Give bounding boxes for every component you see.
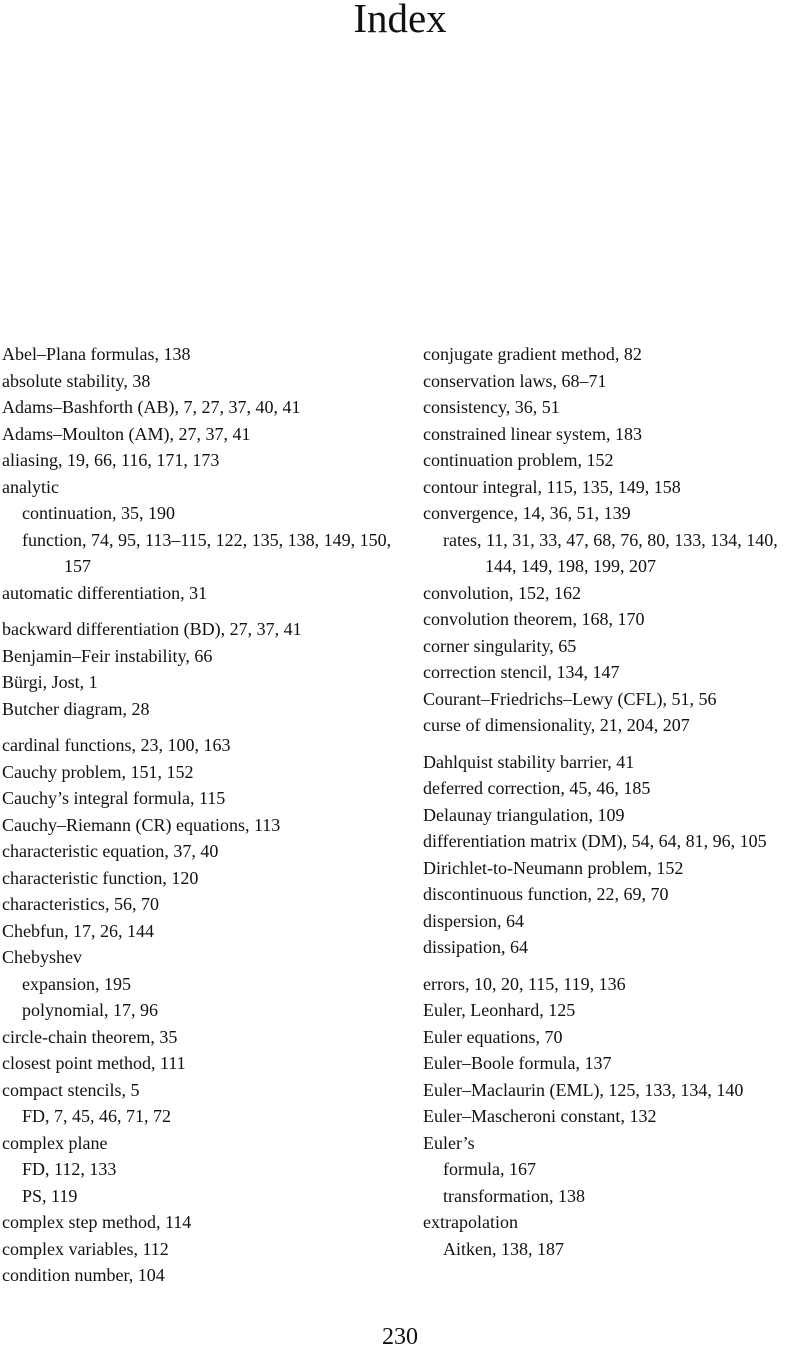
index-entry: Delaunay triangulation, 109	[423, 804, 625, 825]
index-entry: curse of dimensionality, 21, 204, 207	[423, 715, 690, 735]
index-subentry: rates, 11, 31, 33, 47, 68, 76, 80, 133, 134, 140, 144, 149, 198, 199, 207	[443, 529, 778, 576]
index-entry: automatic differentiation, 31	[2, 582, 208, 603]
index-entry: Courant–Friedrichs–Lewy (CFL), 51, 56	[423, 688, 717, 709]
index-entry: Dirichlet-to-Neumann problem, 152	[423, 857, 684, 878]
index-subentry: formula, 167	[443, 1159, 536, 1179]
index-entry: circle-chain theorem, 35	[2, 1026, 178, 1047]
index-entry: Butcher diagram, 28	[2, 698, 150, 719]
index-entry: Adams–Moulton (AM), 27, 37, 41	[2, 423, 251, 444]
index-entry: closest point method, 111	[2, 1053, 186, 1073]
index-entry: errors, 10, 20, 115, 119, 136	[423, 973, 626, 994]
index-entry: correction stencil, 134, 147	[423, 662, 620, 682]
index-subentry: polynomial, 17, 96	[22, 1000, 158, 1020]
index-subentry: FD, 7, 45, 46, 71, 72	[22, 1106, 172, 1126]
index-entry: Benjamin–Feir instability, 66	[2, 645, 213, 666]
index-subentry: PS, 119	[22, 1185, 78, 1206]
index-entry: Cauchy’s integral formula, 115	[2, 788, 226, 808]
index-entry: Abel–Plana formulas, 138	[2, 344, 191, 364]
index-entry: corner singularity, 65	[423, 635, 577, 656]
index-subentry: expansion, 195	[22, 973, 131, 994]
index-entry: characteristic function, 120	[2, 867, 199, 888]
index-entry: constrained linear system, 183	[423, 423, 642, 444]
index-entry: continuation problem, 152	[423, 450, 614, 470]
index-entry: conservation laws, 68–71	[423, 370, 607, 391]
index-entry: analytic	[2, 476, 59, 497]
index-entry: consistency, 36, 51	[423, 397, 560, 417]
index-entry: characteristics, 56, 70	[2, 894, 159, 914]
index-entry: contour integral, 115, 135, 149, 158	[423, 476, 681, 497]
index-entry: condition number, 104	[2, 1265, 165, 1285]
index-entry: dissipation, 64	[423, 937, 529, 957]
index-entry: deferred correction, 45, 46, 185	[423, 778, 651, 798]
index-entry: convolution, 152, 162	[423, 582, 581, 603]
index-entry: discontinuous function, 22, 69, 70	[423, 884, 669, 904]
index-entry: dispersion, 64	[423, 910, 524, 931]
index-column-right	[423, 341, 800, 1262]
index-entry: convolution theorem, 168, 170	[423, 609, 645, 629]
index-entry: complex variables, 112	[2, 1238, 169, 1259]
index-entry: characteristic equation, 37, 40	[2, 841, 219, 861]
index-entry: Cauchy–Riemann (CR) equations, 113	[2, 814, 281, 835]
index-entry: Chebyshev	[2, 947, 82, 967]
index-entry: Euler, Leonhard, 125	[423, 1000, 576, 1020]
index-entry: Euler’s	[423, 1132, 475, 1153]
index-entry: backward differentiation (BD), 27, 37, 41	[2, 619, 302, 639]
index-entry: Euler–Maclaurin (EML), 125, 133, 134, 140	[423, 1079, 744, 1100]
index-entry: Euler equations, 70	[423, 1026, 563, 1047]
index-entry: complex step method, 114	[2, 1212, 192, 1232]
index-entry: Adams–Bashforth (AB), 7, 27, 37, 40, 41	[2, 397, 301, 417]
index-subentry: transformation, 138	[443, 1185, 585, 1206]
index-entry: convergence, 14, 36, 51, 139	[423, 503, 631, 523]
index-subentry: function, 74, 95, 113–115, 122, 135, 138, 149, 150, 157	[22, 529, 392, 576]
index-entry: Bürgi, Jost, 1	[2, 672, 98, 692]
index-subentry: FD, 112, 133	[22, 1159, 117, 1179]
index-entry: compact stencils, 5	[2, 1079, 140, 1100]
page-number: 230	[382, 1324, 418, 1350]
index-entry: Euler–Boole formula, 137	[423, 1053, 612, 1073]
index-entry: Dahlquist stability barrier, 41	[423, 751, 635, 772]
index-entry: Euler–Mascheroni constant, 132	[423, 1106, 657, 1126]
index-entry: Cauchy problem, 151, 152	[2, 761, 194, 782]
index-subentry: continuation, 35, 190	[22, 503, 175, 523]
index-entry: differentiation matrix (DM), 54, 64, 81, 96, 105	[423, 831, 767, 851]
index-entry: cardinal functions, 23, 100, 163	[2, 735, 231, 755]
index-entry: aliasing, 19, 66, 116, 171, 173	[2, 450, 220, 470]
index-entry: absolute stability, 38	[2, 370, 151, 391]
index-subentry: Aitken, 138, 187	[443, 1238, 564, 1259]
index-entry: conjugate gradient method, 82	[423, 344, 642, 364]
index-entry: Chebfun, 17, 26, 144	[2, 920, 154, 941]
index-entry: extrapolation	[423, 1212, 518, 1232]
index-column-left	[2, 341, 398, 1289]
page-title: Index	[353, 0, 447, 41]
index-entry: complex plane	[2, 1132, 108, 1153]
